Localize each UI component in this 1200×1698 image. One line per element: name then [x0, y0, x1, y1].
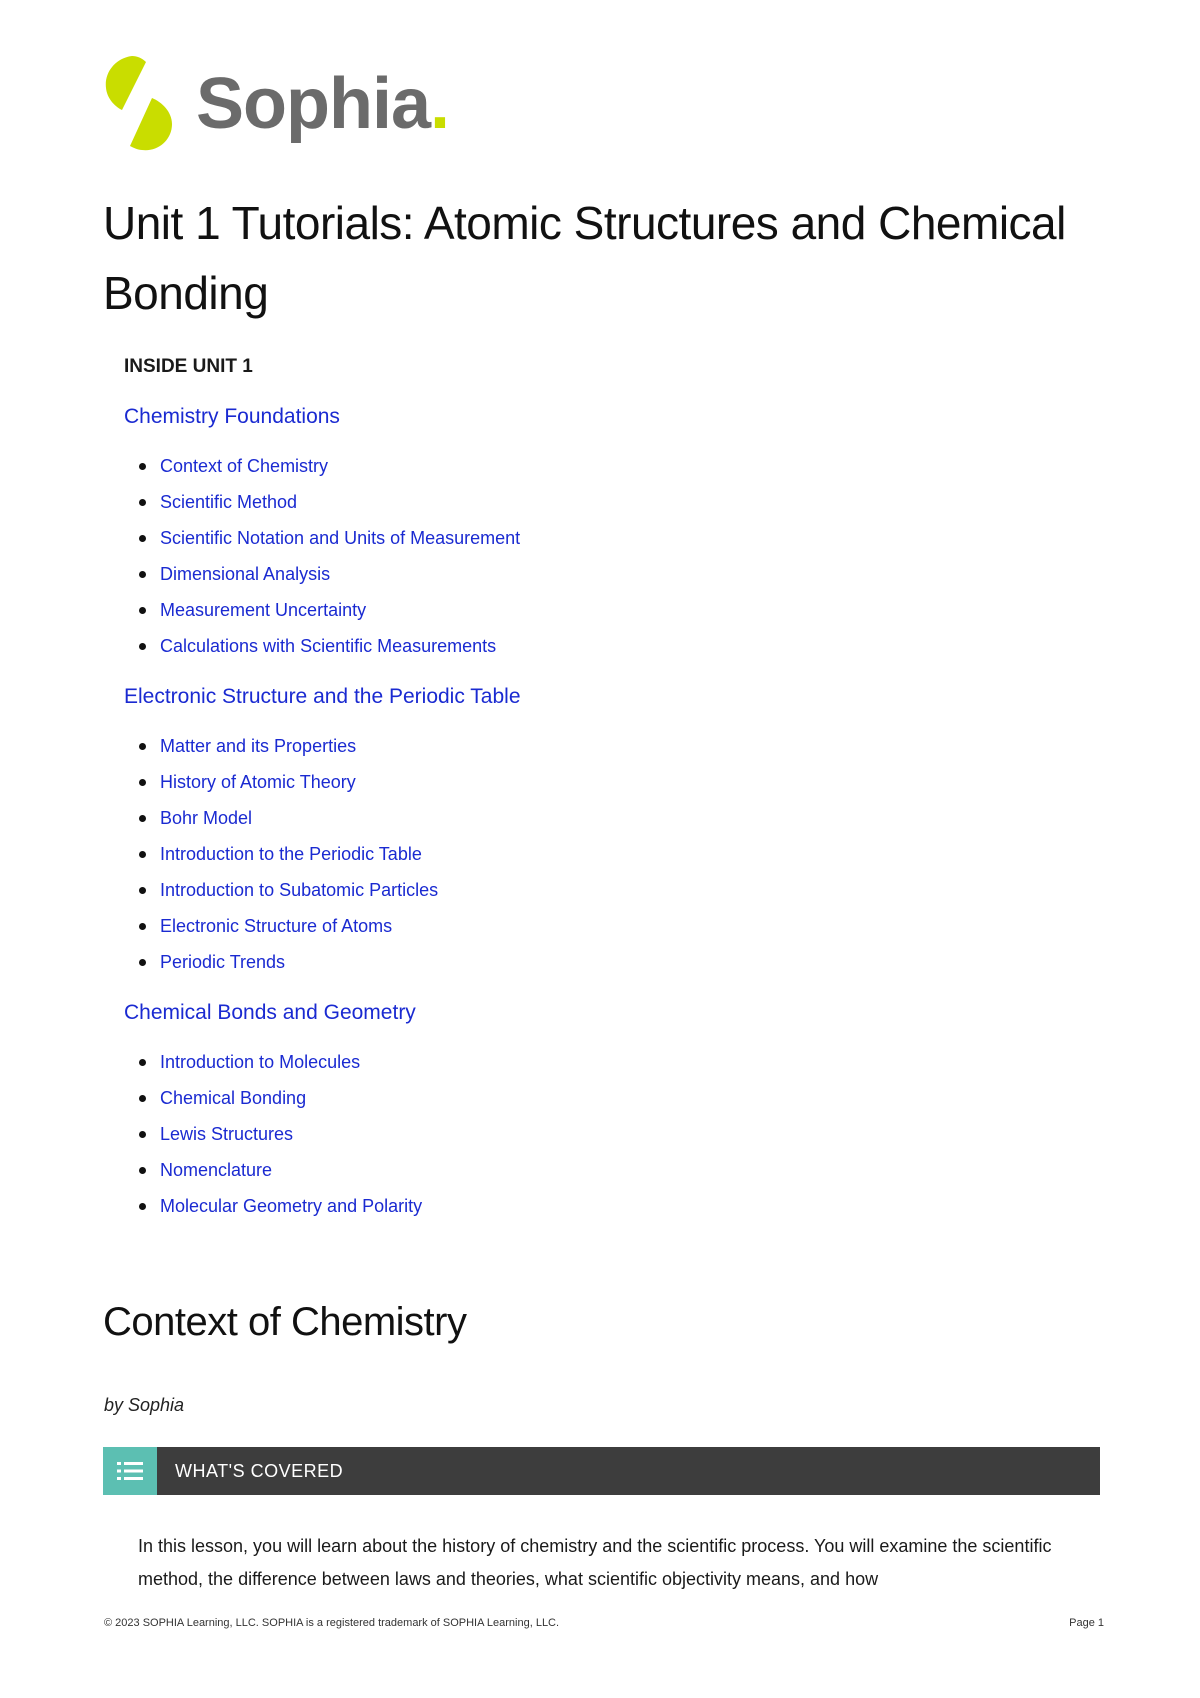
whats-covered-label: WHAT'S COVERED: [175, 1460, 344, 1481]
toc-link[interactable]: Context of Chemistry: [160, 456, 329, 476]
list-icon: [103, 1447, 157, 1495]
bullet-icon: [139, 887, 146, 894]
toc-link[interactable]: Dimensional Analysis: [160, 564, 331, 584]
toc-list-item: [124, 448, 1024, 484]
toc-section: [124, 1000, 1024, 1224]
toc-link[interactable]: Introduction to Molecules: [160, 1052, 361, 1072]
toc-link[interactable]: Calculations with Scientific Measurements: [160, 636, 497, 656]
toc-link[interactable]: Matter and its Properties: [160, 736, 357, 756]
logo-wordmark: Sophia.: [196, 64, 450, 144]
toc-link[interactable]: History of Atomic Theory: [160, 772, 356, 792]
table-of-contents: [124, 356, 1024, 1244]
whats-covered-text: In this lesson, you will learn about the history of chemistry and the scientific process. You will examine the scientific method, the difference between laws and theories, what scientific objectivity means, and how: [138, 1536, 1052, 1589]
toc-label: INSIDE UNIT 1: [124, 356, 253, 377]
bullet-icon: [139, 499, 146, 506]
footer-page-number: Page 1: [1069, 1617, 1104, 1629]
toc-section: [124, 404, 1024, 664]
toc-list-item: [124, 628, 1024, 664]
toc-section-heading[interactable]: Electronic Structure and the Periodic Table: [124, 685, 521, 708]
toc-list-item: [124, 764, 1024, 800]
toc-link[interactable]: Scientific Method: [160, 492, 298, 512]
bullet-icon: [139, 815, 146, 822]
bullet-icon: [139, 1131, 146, 1138]
toc-list-item: [124, 592, 1024, 628]
toc-section: [124, 684, 1024, 980]
toc-list-item: [124, 800, 1024, 836]
bullet-icon: [139, 535, 146, 542]
byline: by Sophia: [104, 1395, 185, 1415]
bullet-icon: [139, 1203, 146, 1210]
toc-list-item: [124, 908, 1024, 944]
toc-link[interactable]: Introduction to the Periodic Table: [160, 844, 422, 864]
toc-link[interactable]: Scientific Notation and Units of Measurement: [160, 528, 521, 548]
toc-list-item: [124, 520, 1024, 556]
toc-list-item: [124, 1044, 1024, 1080]
sophia-mark-icon: [102, 54, 176, 154]
toc-list: [124, 1044, 1024, 1224]
bullet-icon: [139, 923, 146, 930]
toc-sections: [124, 404, 1024, 1224]
bullet-icon: [139, 643, 146, 650]
bullet-icon: [139, 463, 146, 470]
toc-link[interactable]: Chemical Bonding: [160, 1088, 307, 1108]
toc-list: [124, 448, 1024, 664]
bullet-icon: [139, 959, 146, 966]
bullet-icon: [139, 1167, 146, 1174]
bullet-icon: [139, 1059, 146, 1066]
lesson-title: Context of Chemistry: [103, 1300, 467, 1344]
toc-link[interactable]: Molecular Geometry and Polarity: [160, 1196, 423, 1216]
bullet-icon: [139, 743, 146, 750]
footer-copyright: © 2023 SOPHIA Learning, LLC. SOPHIA is a registered trademark of SOPHIA Learning, LLC.: [104, 1617, 560, 1629]
bullet-icon: [139, 1095, 146, 1102]
toc-link[interactable]: Introduction to Subatomic Particles: [160, 880, 439, 900]
toc-link[interactable]: Bohr Model: [160, 808, 253, 828]
bullet-icon: [139, 779, 146, 786]
toc-list-item: [124, 484, 1024, 520]
toc-list-item: [124, 1188, 1024, 1224]
toc-list-item: [124, 1080, 1024, 1116]
toc-list-item: [124, 944, 1024, 980]
toc-list-item: [124, 1116, 1024, 1152]
toc-link[interactable]: Nomenclature: [160, 1160, 273, 1180]
toc-link[interactable]: Periodic Trends: [160, 952, 286, 972]
toc-section-heading[interactable]: Chemical Bonds and Geometry: [124, 1001, 416, 1024]
toc-list-item: [124, 1152, 1024, 1188]
toc-list-item: [124, 556, 1024, 592]
page-title: Unit 1 Tutorials: Atomic Structures and Chemical Bonding: [103, 197, 1066, 319]
bullet-icon: [139, 607, 146, 614]
bullet-icon: [139, 851, 146, 858]
toc-list-item: [124, 836, 1024, 872]
sophia-logo: [102, 54, 502, 154]
toc-link[interactable]: Lewis Structures: [160, 1124, 294, 1144]
toc-link[interactable]: Measurement Uncertainty: [160, 600, 367, 620]
bullet-icon: [139, 571, 146, 578]
toc-link[interactable]: Electronic Structure of Atoms: [160, 916, 393, 936]
toc-section-heading[interactable]: Chemistry Foundations: [124, 405, 340, 428]
whats-covered-bar: [103, 1447, 1100, 1495]
toc-list-item: [124, 872, 1024, 908]
toc-list: [124, 728, 1024, 980]
toc-list-item: [124, 728, 1024, 764]
